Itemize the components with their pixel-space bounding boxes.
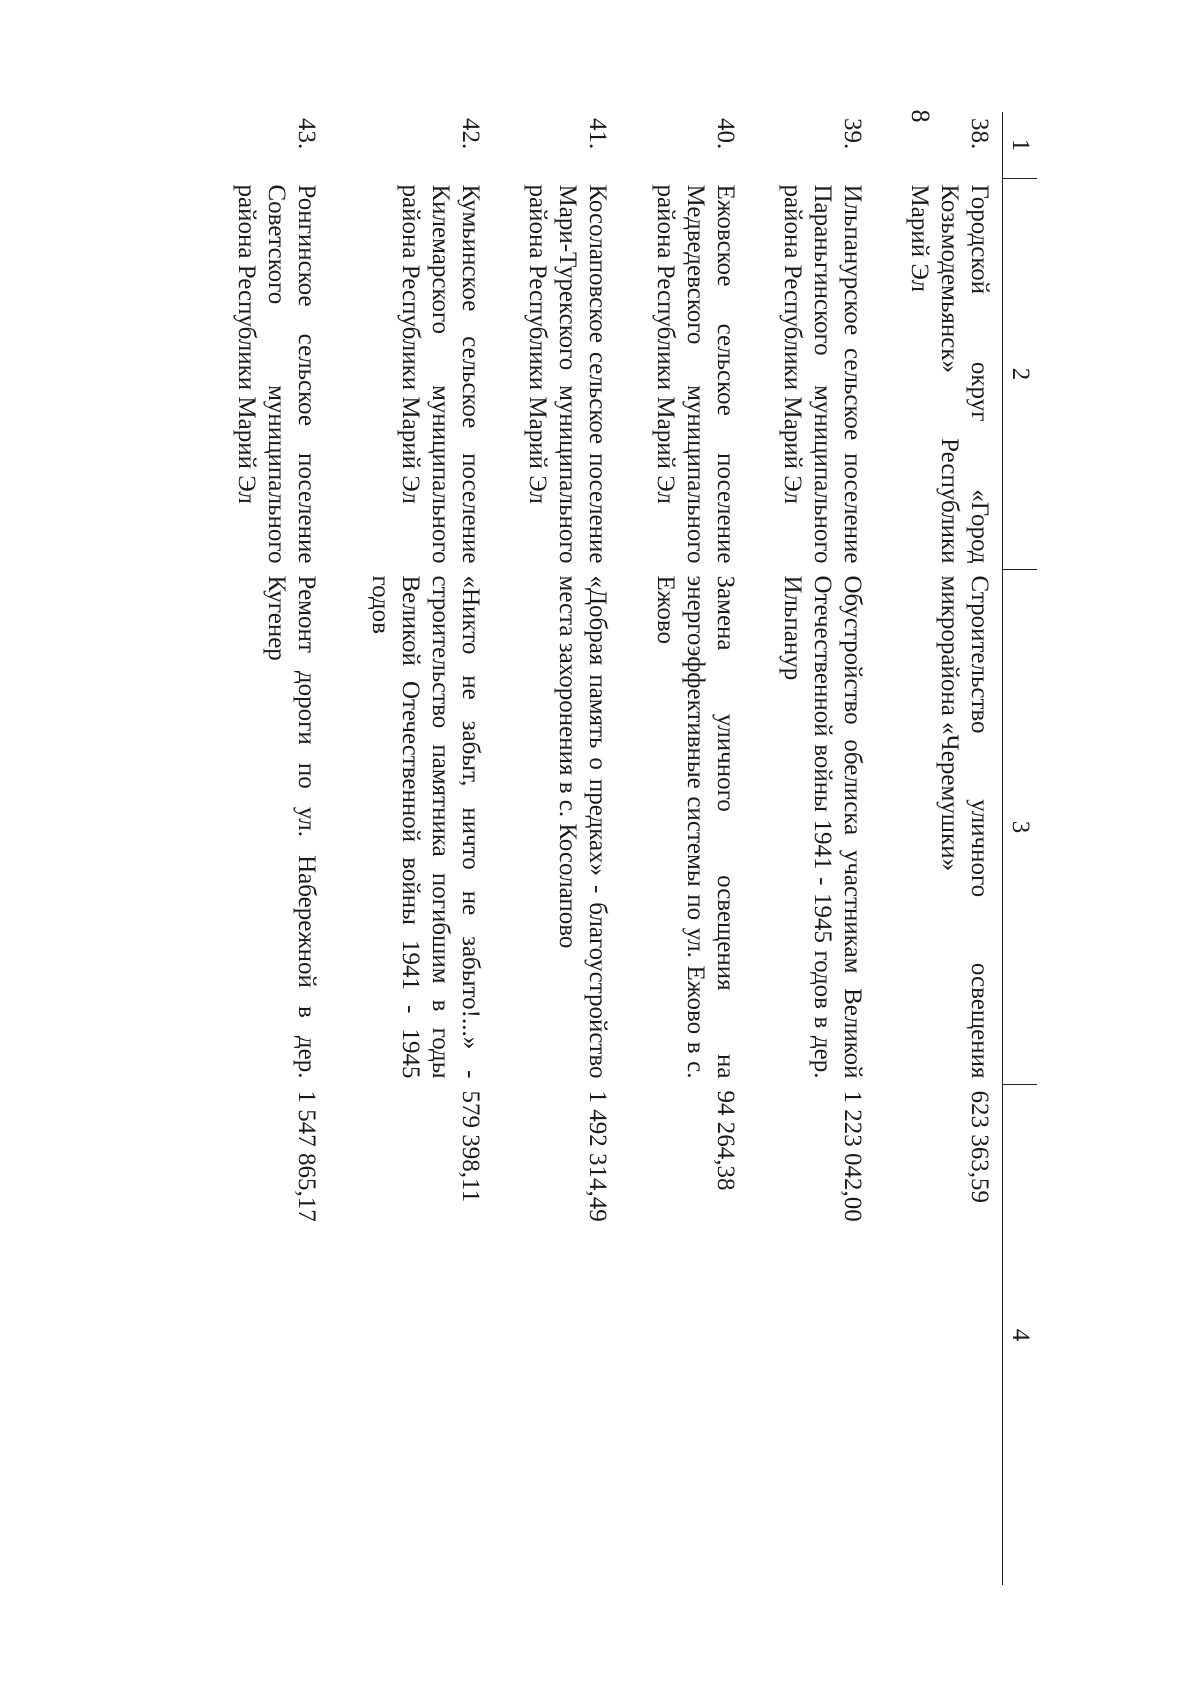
column-header-3: 3: [1003, 570, 1038, 1085]
amount-cell: 623 363,59: [966, 1090, 993, 1203]
project-cell: Строительство уличного освещения микрорайона «Черемушки»: [936, 575, 993, 1079]
row-number: 41.: [584, 118, 612, 150]
row-number: 38.: [966, 118, 993, 150]
amount-cell: 1 547 865,17: [293, 1090, 321, 1222]
amount-cell: 1 492 314,49: [584, 1090, 612, 1222]
project-cell: «Добрая память о предках» - благоустройство места захоронения в с. Косолапово: [554, 575, 612, 1079]
project-cell: Замена уличного освещения на энергоэффективные системы по ул. Ежово в с. Ежово: [651, 575, 739, 1079]
table-row: [748, 112, 875, 1585]
project-cell: Ремонт дороги по ул. Набережной в дер. Кугенер: [263, 575, 321, 1079]
column-header-1: 1: [1003, 112, 1038, 179]
row-number: 42.: [457, 118, 485, 150]
recipient-cell: Ронгинское сельское поселение Советского муниципального района Республики Марий Эл: [233, 184, 321, 564]
column-header-4: 4: [1003, 1085, 1038, 1586]
amount-cell: 94 264,38: [711, 1090, 739, 1191]
table-header: [1003, 112, 1038, 1585]
rotated-table-container: [202, 112, 1037, 1582]
table-row: [875, 112, 1003, 1585]
recipient-cell: Косолаповское сельское поселение Мари-Турекского муниципального района Республики Марий Эл: [524, 184, 612, 564]
recipient-cell: Ильпанурское сельское поселение Параньгинского муниципального района Республики Марий Эл: [778, 184, 866, 564]
project-cell: Обустройство обелиска участникам Великой Отечественной войны 1941 - 1945 годов в дер. Ильпанур: [778, 575, 866, 1079]
amount-cell: 1 223 042,00: [838, 1090, 866, 1222]
project-cell: «Никто не забыт, ничто не забыто!...» - строительство памятника погибшим в годы Великой Отечественной войны 1941 - 1945 годов: [367, 575, 485, 1079]
page-number: 8: [906, 109, 935, 123]
recipient-cell: Ежовское сельское поселение Медведевского муниципального района Республики Марий Эл: [651, 184, 739, 564]
row-number: 39.: [838, 118, 866, 150]
table-body: [202, 112, 1003, 1585]
table-row: [620, 112, 747, 1585]
row-number: 40.: [711, 118, 739, 150]
amount-cell: 579 398,11: [457, 1090, 485, 1203]
column-header-2: 2: [1003, 179, 1038, 570]
header-row: [1003, 112, 1038, 1585]
recipient-cell: Кумьинское сельское поселение Килемарского муниципального района Республики Марий Эл: [397, 184, 485, 564]
row-number: 43.: [293, 118, 321, 150]
subsidy-table: [202, 112, 1037, 1585]
table-row: [202, 112, 329, 1585]
recipient-cell: Городской округ «Город Козьмодемьянск» Республики Марий Эл: [906, 184, 993, 564]
table-row: [329, 112, 493, 1585]
table-row: [493, 112, 620, 1585]
